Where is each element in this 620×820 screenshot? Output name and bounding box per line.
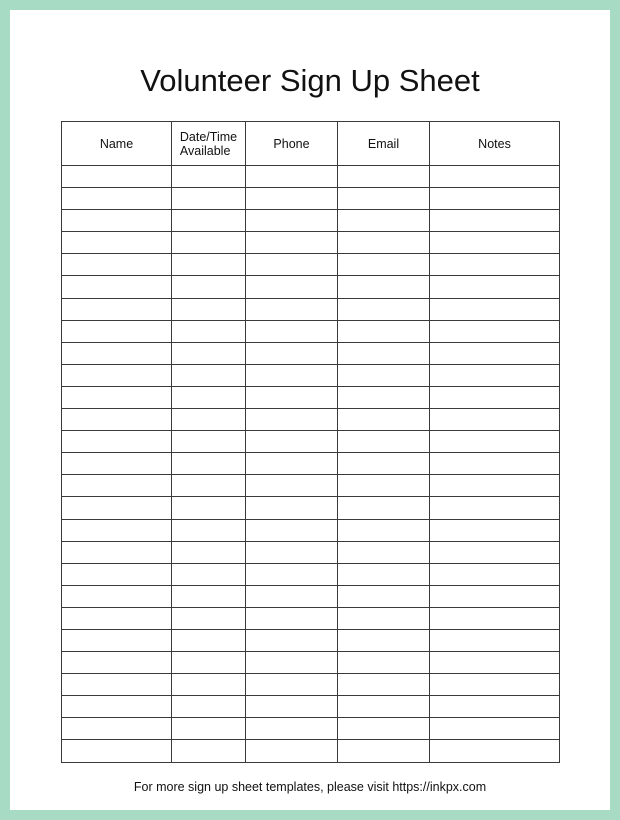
table-cell[interactable]	[62, 563, 172, 585]
table-cell[interactable]	[338, 431, 430, 453]
table-cell[interactable]	[172, 652, 246, 674]
table-cell[interactable]	[172, 298, 246, 320]
table-cell[interactable]	[62, 674, 172, 696]
table-cell[interactable]	[172, 431, 246, 453]
table-row	[62, 696, 560, 718]
sign-up-table	[61, 121, 560, 763]
table-row	[62, 652, 560, 674]
table-cell[interactable]	[338, 276, 430, 298]
table-cell[interactable]	[62, 188, 172, 210]
table-cell[interactable]	[62, 364, 172, 386]
table-cell[interactable]	[62, 254, 172, 276]
table-cell[interactable]	[62, 298, 172, 320]
table-cell[interactable]	[246, 276, 338, 298]
table-cell[interactable]	[430, 188, 560, 210]
table-cell[interactable]	[338, 541, 430, 563]
table-row	[62, 210, 560, 232]
footer-note: For more sign up sheet templates, please visit https://inkpx.com	[133, 780, 487, 794]
column-header-notes: Notes	[430, 122, 560, 166]
table-cell[interactable]	[172, 740, 246, 762]
table-cell[interactable]	[430, 320, 560, 342]
table-cell[interactable]	[430, 364, 560, 386]
table-row	[62, 585, 560, 607]
table-row	[62, 740, 560, 762]
table-cell[interactable]	[246, 188, 338, 210]
table-cell[interactable]	[338, 188, 430, 210]
table-cell[interactable]	[246, 298, 338, 320]
table-row	[62, 409, 560, 431]
table-cell[interactable]	[246, 541, 338, 563]
table-cell[interactable]	[172, 585, 246, 607]
table-cell[interactable]	[338, 519, 430, 541]
table-cell[interactable]	[172, 364, 246, 386]
table-cell[interactable]	[338, 386, 430, 408]
table-cell[interactable]	[246, 563, 338, 585]
table-cell[interactable]	[430, 409, 560, 431]
table-cell[interactable]	[430, 497, 560, 519]
table-cell[interactable]	[62, 232, 172, 254]
table-cell[interactable]	[172, 696, 246, 718]
table-cell[interactable]	[338, 475, 430, 497]
table-row	[62, 563, 560, 585]
table-cell[interactable]	[246, 254, 338, 276]
table-cell[interactable]	[246, 740, 338, 762]
table-cell[interactable]	[430, 519, 560, 541]
table-cell[interactable]	[430, 674, 560, 696]
table-cell[interactable]	[246, 696, 338, 718]
table-cell[interactable]	[172, 232, 246, 254]
table-cell[interactable]	[338, 652, 430, 674]
table-row	[62, 298, 560, 320]
table-cell[interactable]	[172, 475, 246, 497]
table-cell[interactable]	[62, 453, 172, 475]
table-cell[interactable]	[172, 210, 246, 232]
page-title: Volunteer Sign Up Sheet	[140, 63, 480, 98]
table-cell[interactable]	[62, 276, 172, 298]
table-cell[interactable]	[62, 497, 172, 519]
table-cell[interactable]	[430, 696, 560, 718]
table-row	[62, 629, 560, 651]
table-row	[62, 276, 560, 298]
column-header-date-time-available: Date/Time Available	[172, 122, 246, 166]
table-cell[interactable]	[338, 563, 430, 585]
table-cell[interactable]	[338, 674, 430, 696]
table-cell[interactable]	[62, 409, 172, 431]
table-cell[interactable]	[430, 276, 560, 298]
table-cell[interactable]	[246, 409, 338, 431]
table-body	[62, 166, 560, 763]
table-cell[interactable]	[338, 254, 430, 276]
table-cell[interactable]	[338, 342, 430, 364]
table-cell[interactable]	[246, 453, 338, 475]
table-cell[interactable]	[246, 431, 338, 453]
table-cell[interactable]	[338, 696, 430, 718]
table-cell[interactable]	[430, 166, 560, 188]
table-cell[interactable]	[338, 453, 430, 475]
table-cell[interactable]	[172, 541, 246, 563]
table-cell[interactable]	[246, 607, 338, 629]
table-cell[interactable]	[62, 696, 172, 718]
table-cell[interactable]	[338, 409, 430, 431]
table-cell[interactable]	[172, 386, 246, 408]
table-cell[interactable]	[338, 320, 430, 342]
table-row	[62, 497, 560, 519]
table-cell[interactable]	[62, 629, 172, 651]
table-row	[62, 188, 560, 210]
table-cell[interactable]	[62, 718, 172, 740]
table-cell[interactable]	[430, 232, 560, 254]
sign-up-sheet-page	[10, 10, 610, 810]
table-cell[interactable]	[246, 320, 338, 342]
table-cell[interactable]	[430, 718, 560, 740]
table-cell[interactable]	[172, 320, 246, 342]
table-cell[interactable]	[338, 718, 430, 740]
table-row	[62, 718, 560, 740]
table-cell[interactable]	[430, 541, 560, 563]
table-cell[interactable]	[246, 497, 338, 519]
table-cell[interactable]	[172, 254, 246, 276]
table-row	[62, 342, 560, 364]
table-cell[interactable]	[62, 740, 172, 762]
table-cell[interactable]	[172, 563, 246, 585]
table-cell[interactable]	[430, 740, 560, 762]
table-cell[interactable]	[338, 232, 430, 254]
table-cell[interactable]	[62, 519, 172, 541]
table-cell[interactable]	[62, 166, 172, 188]
table-cell[interactable]	[246, 629, 338, 651]
table-cell[interactable]	[338, 607, 430, 629]
table-cell[interactable]	[62, 431, 172, 453]
table-cell[interactable]	[172, 607, 246, 629]
table-cell[interactable]	[62, 342, 172, 364]
table-cell[interactable]	[172, 519, 246, 541]
table-row	[62, 607, 560, 629]
table-cell[interactable]	[430, 453, 560, 475]
table-cell[interactable]	[430, 475, 560, 497]
table-cell[interactable]	[246, 210, 338, 232]
table-cell[interactable]	[172, 166, 246, 188]
table-cell[interactable]	[246, 585, 338, 607]
table-cell[interactable]	[172, 718, 246, 740]
table-row	[62, 475, 560, 497]
table-cell[interactable]	[172, 276, 246, 298]
table-cell[interactable]	[172, 674, 246, 696]
column-header-phone: Phone	[246, 122, 338, 166]
table-cell[interactable]	[246, 232, 338, 254]
table-row	[62, 674, 560, 696]
table-cell[interactable]	[62, 541, 172, 563]
table-row	[62, 364, 560, 386]
table-cell[interactable]	[338, 210, 430, 232]
table-cell[interactable]	[62, 320, 172, 342]
table-cell[interactable]	[62, 652, 172, 674]
table-cell[interactable]	[430, 563, 560, 585]
table-cell[interactable]	[430, 629, 560, 651]
table-cell[interactable]	[172, 453, 246, 475]
table-row	[62, 254, 560, 276]
table-cell[interactable]	[338, 298, 430, 320]
table-cell[interactable]	[62, 607, 172, 629]
table-row	[62, 519, 560, 541]
table-row	[62, 232, 560, 254]
table-cell[interactable]	[430, 431, 560, 453]
table-cell[interactable]	[62, 386, 172, 408]
table-cell[interactable]	[430, 386, 560, 408]
table-cell[interactable]	[430, 585, 560, 607]
table-cell[interactable]	[338, 166, 430, 188]
table-cell[interactable]	[62, 475, 172, 497]
table-row	[62, 453, 560, 475]
table-cell[interactable]	[430, 652, 560, 674]
table-cell[interactable]	[246, 674, 338, 696]
table-cell[interactable]	[430, 298, 560, 320]
table-cell[interactable]	[338, 629, 430, 651]
table-cell[interactable]	[246, 519, 338, 541]
column-header-name: Name	[62, 122, 172, 166]
table-cell[interactable]	[430, 342, 560, 364]
table-row	[62, 386, 560, 408]
table-cell[interactable]	[338, 364, 430, 386]
table-cell[interactable]	[172, 409, 246, 431]
table-cell[interactable]	[338, 585, 430, 607]
table-cell[interactable]	[246, 166, 338, 188]
table-cell[interactable]	[246, 652, 338, 674]
table-cell[interactable]	[172, 188, 246, 210]
table-cell[interactable]	[172, 342, 246, 364]
table-cell[interactable]	[172, 497, 246, 519]
table-row	[62, 431, 560, 453]
table-header-row	[62, 122, 560, 166]
table-cell[interactable]	[246, 718, 338, 740]
table-cell[interactable]	[338, 740, 430, 762]
table-cell[interactable]	[62, 585, 172, 607]
table-cell[interactable]	[430, 607, 560, 629]
table-cell[interactable]	[430, 254, 560, 276]
table-cell[interactable]	[172, 629, 246, 651]
table-cell[interactable]	[62, 210, 172, 232]
table-cell[interactable]	[338, 497, 430, 519]
table-cell[interactable]	[246, 364, 338, 386]
column-header-email: Email	[338, 122, 430, 166]
table-cell[interactable]	[430, 210, 560, 232]
table-row	[62, 320, 560, 342]
table-cell[interactable]	[246, 475, 338, 497]
table-cell[interactable]	[246, 342, 338, 364]
table-row	[62, 541, 560, 563]
table-row	[62, 166, 560, 188]
table-cell[interactable]	[246, 386, 338, 408]
